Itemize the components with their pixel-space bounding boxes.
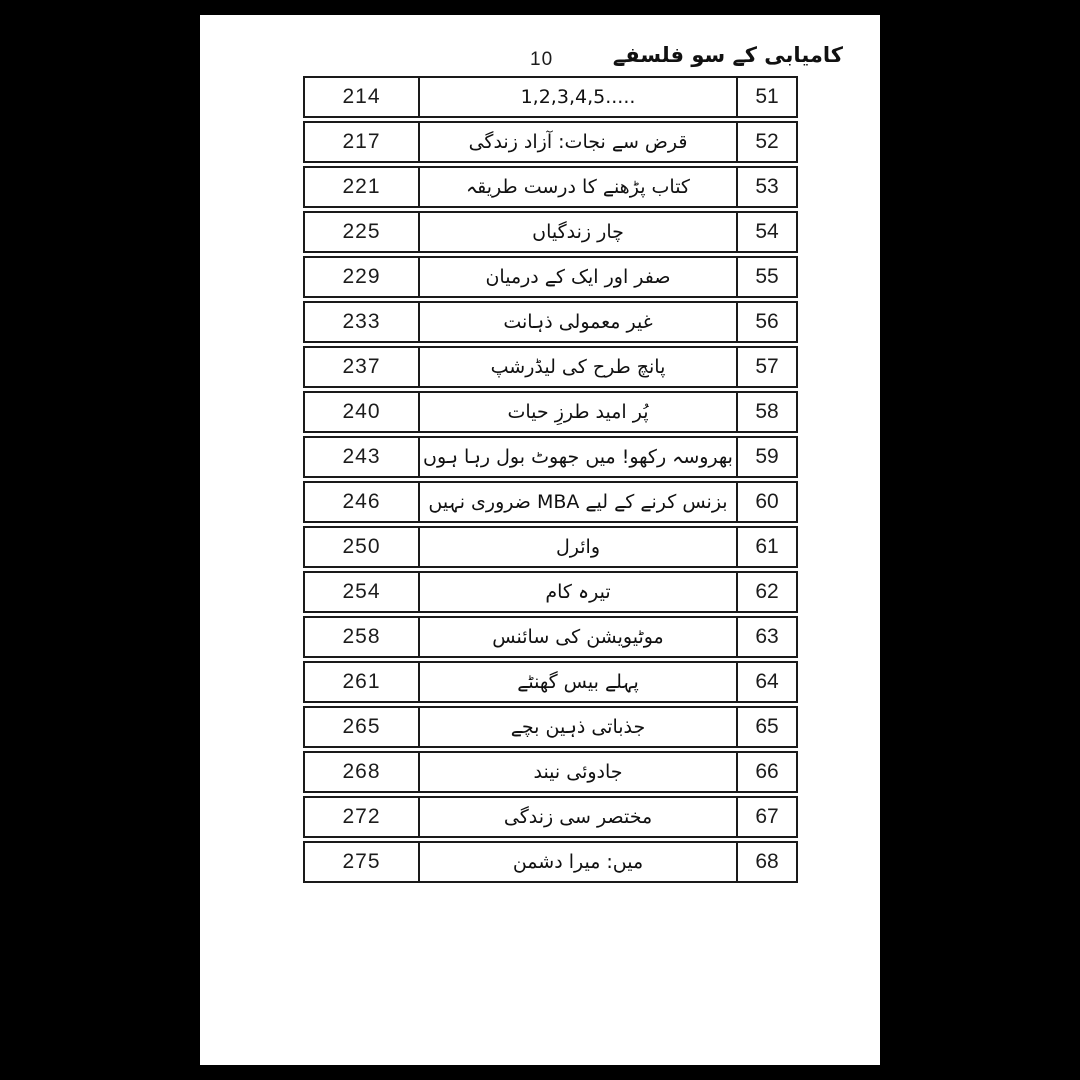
page-number-cell: 265: [305, 708, 420, 746]
serial-number-cell: 65: [736, 708, 796, 746]
table-row: [303, 166, 798, 208]
table-row: [303, 571, 798, 613]
serial-number-cell: 58: [736, 393, 796, 431]
page-number-cell: 240: [305, 393, 420, 431]
page-number-cell: 275: [305, 843, 420, 881]
chapter-title-cell: پہلے بیس گھنٹے: [517, 671, 639, 693]
table-row: [303, 256, 798, 298]
serial-number-cell: 64: [736, 663, 796, 701]
chapter-title-cell: چار زندگیاں: [532, 221, 624, 243]
page-number-cell: 233: [305, 303, 420, 341]
page-number-cell: 237: [305, 348, 420, 386]
serial-number-cell: 55: [736, 258, 796, 296]
page-number-cell: 214: [305, 78, 420, 116]
page-number-cell: 217: [305, 123, 420, 161]
serial-number-cell: 57: [736, 348, 796, 386]
serial-number-cell: 63: [736, 618, 796, 656]
chapter-title-cell: مختصر سی زندگی: [503, 806, 653, 828]
chapter-title-cell: تیرہ کام: [545, 581, 611, 603]
toc-table: [303, 76, 798, 886]
table-row: [303, 346, 798, 388]
serial-number-cell: 62: [736, 573, 796, 611]
serial-number-cell: 68: [736, 843, 796, 881]
table-row: [303, 211, 798, 253]
table-row: [303, 121, 798, 163]
page-number-cell: 258: [305, 618, 420, 656]
chapter-title-cell: صفر اور ایک کے درمیان: [485, 266, 671, 288]
page-number-cell: 246: [305, 483, 420, 521]
serial-number-cell: 66: [736, 753, 796, 791]
page-number-cell: 250: [305, 528, 420, 566]
table-row: [303, 841, 798, 883]
page-number: 10: [530, 49, 554, 70]
chapter-title-cell: وائرل: [555, 536, 601, 558]
serial-number-cell: 60: [736, 483, 796, 521]
serial-number-cell: 61: [736, 528, 796, 566]
table-row: [303, 526, 798, 568]
serial-number-cell: 67: [736, 798, 796, 836]
serial-number-cell: 59: [736, 438, 796, 476]
table-row: [303, 661, 798, 703]
page-number-cell: 272: [305, 798, 420, 836]
table-row: [303, 76, 798, 118]
chapter-title-cell: جذباتی ذہین بچے: [510, 716, 646, 738]
chapter-title-cell: پُر امید طرزِ حیات: [507, 401, 649, 423]
table-row: [303, 616, 798, 658]
table-row: [303, 436, 798, 478]
chapter-title-cell: 1,2,3,4,5.....: [520, 86, 636, 108]
table-row: [303, 391, 798, 433]
page-number-cell: 225: [305, 213, 420, 251]
chapter-title-cell: غیر معمولی ذہانت: [503, 311, 653, 333]
chapter-title-cell: جادوئی نیند: [533, 761, 623, 783]
chapter-title-cell: بزنس کرنے کے لیے MBA ضروری نہیں: [428, 491, 728, 513]
page-number-cell: 254: [305, 573, 420, 611]
chapter-title-cell: پانچ طرح کی لیڈرشپ: [490, 356, 666, 378]
chapter-title-cell: میں: میرا دشمن: [512, 851, 644, 873]
serial-number-cell: 56: [736, 303, 796, 341]
chapter-title-cell: بھروسہ رکھو! میں جھوٹ بول رہا ہوں: [423, 446, 733, 468]
serial-number-cell: 53: [736, 168, 796, 206]
chapter-title-cell: موٹیویشن کی سائنس: [492, 626, 664, 648]
table-row: [303, 481, 798, 523]
table-row: [303, 301, 798, 343]
chapter-title-cell: قرض سے نجات: آزاد زندگی: [468, 131, 688, 153]
serial-number-cell: 51: [736, 78, 796, 116]
book-title: کامیابی کے سو فلسفے: [612, 43, 843, 67]
page-number-cell: 268: [305, 753, 420, 791]
page-number-cell: 243: [305, 438, 420, 476]
book-page: [200, 15, 880, 1065]
table-row: [303, 706, 798, 748]
chapter-title-cell: کتاب پڑھنے کا درست طریقہ: [466, 176, 690, 198]
page-number-cell: 229: [305, 258, 420, 296]
page-number-cell: 221: [305, 168, 420, 206]
serial-number-cell: 54: [736, 213, 796, 251]
serial-number-cell: 52: [736, 123, 796, 161]
page-number-cell: 261: [305, 663, 420, 701]
table-row: [303, 796, 798, 838]
table-row: [303, 751, 798, 793]
